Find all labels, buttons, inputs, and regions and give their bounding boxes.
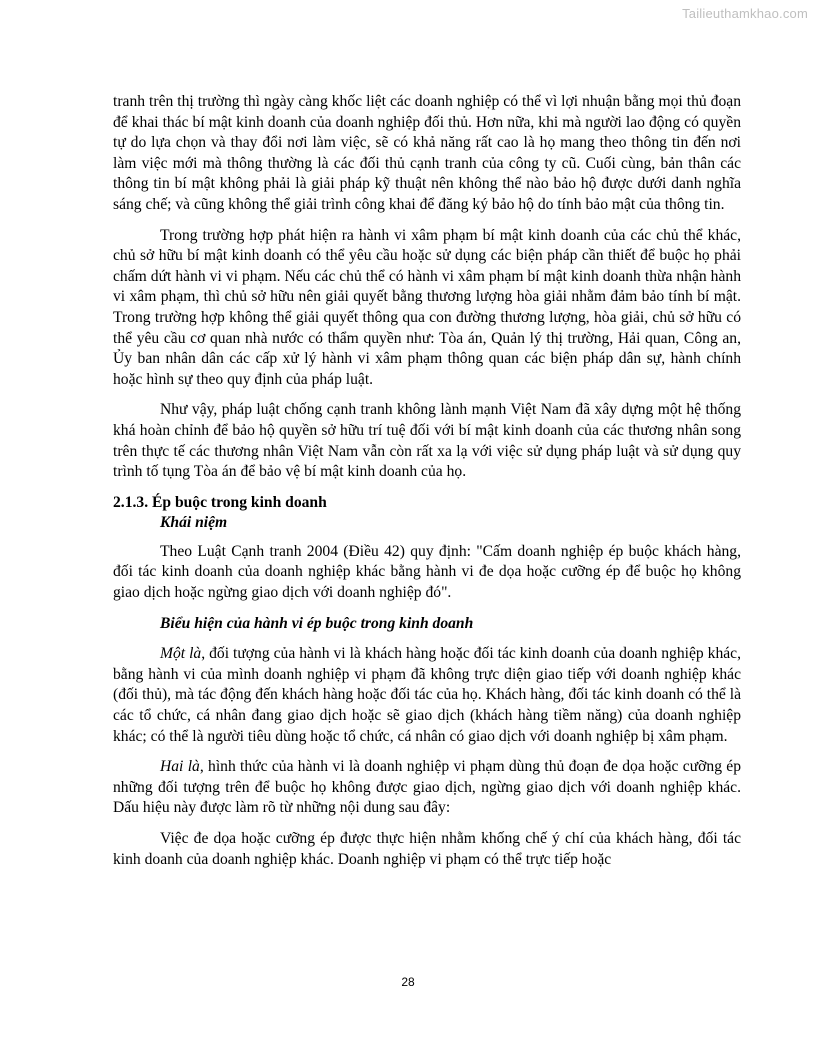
concept-subheading: Khái niệm	[160, 514, 228, 532]
paragraph-6-lead: Hai là	[160, 758, 200, 776]
page-content	[113, 92, 741, 870]
manifestation-subheading: Biểu hiện của hành vi ép buộc trong kinh doanh	[160, 614, 474, 632]
paragraph-5	[113, 644, 741, 747]
paragraph-6-body: , hình thức của hành vi là doanh nghiệp vi phạm dùng thủ đoạn đe dọa hoặc cưỡng ép những đối tượng trên để buộc họ không được giao dịch, ngừng giao dịch với doanh nghiệp khác. Dấu hiệu này được làm rõ từ những nội dung sau đây:	[113, 758, 742, 817]
paragraph-7: Việc đe dọa hoặc cưỡng ép được thực hiện nhằm khống chế ý chí của khách hàng, đối tác kinh doanh của doanh nghiệp khác. Doanh nghiệp vi phạm có thể trực tiếp hoặc	[113, 830, 741, 868]
paragraph-2: Trong trường hợp phát hiện ra hành vi xâm phạm bí mật kinh doanh của các chủ thể khác, chủ sở hữu bí mật kinh doanh có thể yêu cầu hoặc sử dụng các biện pháp cần thiết để buộc họ phải chấm dứt hành vi vi phạm. Nếu các chủ thể có hành vi xâm phạm bí mật kinh doanh thừa nhận hành vi xâm phạm, thì chủ sở hữu nên giải quyết bằng thương lượng hòa giải nhằm đảm bảo tính bí mật. Trong trường hợp không thể giải quyết thông qua con đường thương lượng, hòa giải, chủ sở hữu có thể yêu cầu cơ quan nhà nước có thẩm quyền như: Tòa án, Quản lý thị trường, Hải quan, Công an, Ủy ban nhân dân các cấp xử lý hành vi xâm phạm thông quan các biện pháp dân sự, hành chính hoặc hình sự theo quy định của pháp luật.	[113, 226, 741, 388]
paragraph-6	[113, 757, 741, 819]
paragraph-1: tranh trên thị trường thì ngày càng khốc liệt các doanh nghiệp có thể vì lợi nhuận bằng mọi thủ đoạn để khai thác bí mật kinh doanh của doanh nghiệp đối thủ. Hơn nữa, khi mà người lao động có quyền tự do lựa chọn và thay đổi nơi làm việc, sẽ có khả năng rất cao là họ mang theo thông tin đến nơi làm việc mới mà thông thường là các đối thủ cạnh tranh của công ty cũ. Cuối cùng, bản thân các thông tin bí mật không phải là giải pháp kỹ thuật nên không thể nào bảo hộ được dưới danh nghĩa sáng chế; và cũng không thể giải trình công khai để đăng ký bảo hộ do tính bảo mật của thông tin.	[113, 93, 741, 213]
page-number: 28	[401, 975, 415, 989]
paragraph-3: Như vậy, pháp luật chống cạnh tranh không lành mạnh Việt Nam đã xây dựng một hệ thống khá hoàn chỉnh để bảo hộ quyền sở hữu trí tuệ đối với bí mật kinh doanh của các thương nhân song trên thực tế các thương nhân Việt Nam vẫn còn rất xa lạ với việc sử dụng pháp luật và sử dụng quy trình tố tụng Tòa án để bảo vệ bí mật kinh doanh của họ.	[113, 401, 741, 481]
paragraph-4: Theo Luật Cạnh tranh 2004 (Điều 42) quy định: "Cấm doanh nghiệp ép buộc khách hàng, đối tác kinh doanh của doanh nghiệp khác bằng hành vi đe dọa hoặc cưỡng ép để buộc họ không giao dịch hoặc ngừng giao dịch với doanh nghiệp đó".	[113, 542, 741, 602]
paragraph-5-body: , đối tượng của hành vi là khách hàng hoặc đối tác kinh doanh của doanh nghiệp khác, bằng hành vi của mình doanh nghiệp vi phạm đã không trực diện giao tiếp với doanh nghiệp khác (đối thủ), mà tác động đến khách hàng hoặc đối tác của họ. Khách hàng, đối tác kinh doanh có thể là các tổ chức, cá nhân đang giao dịch hoặc sẽ giao dịch (khách hàng tiềm năng) của doanh nghiệp khác; có thể là người tiêu dùng hoặc tổ chức, cá nhân có giao dịch với doanh nghiệp bị xâm phạm.	[113, 645, 741, 745]
paragraph-5-lead: Một là	[160, 645, 202, 663]
watermark: Tailieuthamkhao.com	[682, 6, 808, 21]
section-heading: 2.1.3. Ép buộc trong kinh doanh	[113, 493, 327, 511]
